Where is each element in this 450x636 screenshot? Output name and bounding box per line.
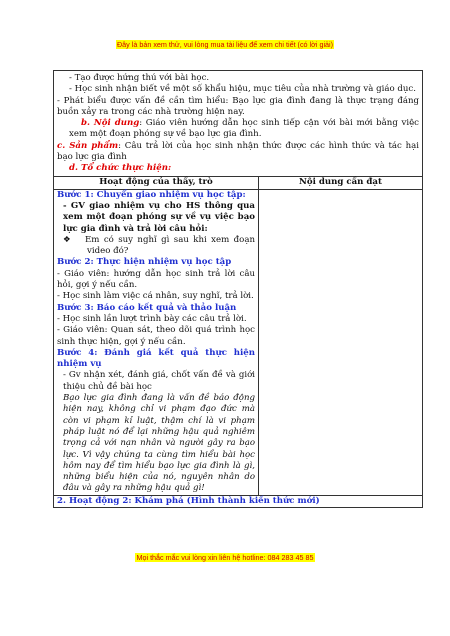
- section2-heading: 2. Hoạt động 2: Khám phá (Hình thành kiến thức mới): [54, 495, 423, 507]
- step1-question-item: [57, 235, 255, 258]
- diamond-bullet-icon: ❖: [63, 234, 71, 245]
- product-label: c. Sản phẩm: [57, 140, 119, 151]
- table-row: [54, 189, 423, 495]
- step4-a: - Gv nhận xét, đánh giá, chốt vấn đề và giới thiệu chủ đề bài học: [63, 370, 255, 392]
- activity-cell: [54, 189, 259, 495]
- table-row: [54, 495, 423, 507]
- intro-line-2: - Học sinh nhận biết về một số khẩu hiệu, mục tiêu của nhà trường và giáo dục.: [69, 84, 416, 95]
- preview-banner-top: [0, 40, 450, 49]
- intro-line-1: - Tạo được hứng thú với bài học.: [69, 73, 210, 83]
- content-label: b. Nội dung: [81, 118, 140, 129]
- step3-a: - Học sinh lần lượt trình bày các câu trả lời.: [57, 313, 247, 324]
- intro-line-3: - Phát biểu được vấn đề cần tìm hiểu: Bạo lực gia đình đang là thực trạng đáng buồn xảy ra trong các nhà trường hiện nay.: [57, 95, 419, 117]
- org-label: d. Tổ chức thực hiện:: [69, 163, 172, 174]
- col-header-teacher: Hoạt động của thầy, trò: [54, 176, 259, 189]
- document-body: [53, 70, 423, 508]
- preview-banner-bottom: [0, 553, 450, 562]
- step1-question: Em có suy nghĩ gì sau khi xem đoạn video đó?: [85, 234, 255, 257]
- activity-table: [53, 176, 423, 508]
- step1-task: - GV giao nhiệm vụ cho HS thông qua xem một đoạn phóng sự về vụ việc bạo lực gia đình và trả lời câu hỏi:: [63, 200, 255, 234]
- col-header-content: Nội dung cần đạt: [259, 176, 423, 189]
- step2-title: Bước 2: Thực hiện nhiệm vụ học tập: [57, 257, 232, 268]
- intro-block: [53, 70, 423, 176]
- preview-banner-bottom-text: Mọi thắc mắc vui lòng xin liên hệ hotline: 084 283 45 85: [136, 553, 314, 562]
- step1-title: Bước 1: Chuyển giao nhiệm vụ học tập:: [57, 189, 246, 200]
- content-cell: [259, 189, 423, 495]
- step4-intro-paragraph: Bạo lực gia đình đang là vấn đề báo động hiện nay, không chỉ vi phạm đạo đức mà còn vi phạm kỉ luật, thậm chí là vi phạm pháp luật nó để lại những hậu quả nghiêm trọng cả với nạn nhân và người gây ra bạo lực. Vì vậy chúng ta cùng tìm hiểu bài học hôm nay để tìm hiểu bạo lực gia đình là gì, những biểu hiện của nó, nguyên nhân do đâu và gây ra những hậu quả gì!: [63, 393, 255, 494]
- step3-b: - Giáo viên: Quan sát, theo dõi quá trình học sinh thực hiện, gợi ý nếu cần.: [57, 325, 255, 347]
- content-text: : Giáo viên hướng dẫn học sinh tiếp cận với bài mới bằng việc xem một đoạn phóng sự về bạo lực gia đình.: [69, 118, 419, 140]
- intro-content: [57, 118, 419, 141]
- step2-b: - Học sinh làm việc cá nhân, suy nghĩ, trả lời.: [57, 291, 254, 302]
- step3-title: Bước 3: Báo cáo kết quả và thảo luận: [57, 302, 237, 313]
- step4-title: Bước 4: Đánh giá kết quả thực hiện nhiệm vụ: [57, 347, 255, 370]
- product-text: : Câu trả lời của học sinh nhận thức được các hình thức và tác hại bạo lực gia đình: [57, 140, 419, 163]
- table-header-row: [54, 176, 423, 189]
- preview-banner-top-text: Đây là bản xem thử, vui lòng mua tài liệu để xem chi tiết (có lời giải): [116, 40, 334, 49]
- step2-a: - Giáo viên: hướng dẫn học sinh trả lời câu hỏi, gợi ý nếu cần.: [57, 268, 255, 291]
- intro-org: [57, 163, 419, 174]
- intro-product: [57, 141, 419, 164]
